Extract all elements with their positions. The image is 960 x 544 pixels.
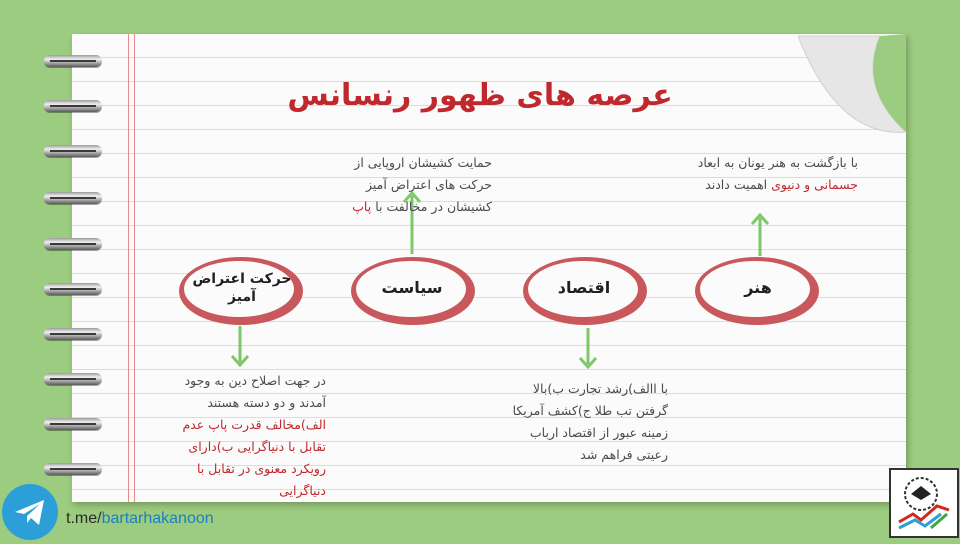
politics-note-line2: حرکت های اعتراض آمیز [366, 177, 492, 192]
binder-ring [44, 328, 102, 340]
economy-node-label: اقتصاد [557, 278, 611, 297]
up-arrow-icon [750, 212, 770, 258]
art-note-line2-rest: اهمیت دادند [705, 177, 772, 192]
economy-note [478, 378, 668, 466]
economy-note-line3: زمینه عبور از اقتصاد ارباب [529, 425, 668, 440]
art-note [652, 152, 858, 196]
page-curl [798, 28, 908, 138]
logo-icon [889, 468, 959, 538]
protest-node-label [186, 270, 298, 306]
telegram-icon[interactable] [2, 484, 58, 540]
binder-ring [44, 192, 102, 204]
telegram-plane-icon [2, 484, 58, 540]
economy-note-line1: با االف)رشد تجارت ب)بالا [532, 381, 668, 396]
binder-ring [44, 463, 102, 475]
politics-note [302, 152, 492, 218]
politics-note-line3 [302, 196, 492, 218]
binder-ring [44, 283, 102, 295]
binder-ring [44, 55, 102, 67]
binder-ring [44, 145, 102, 157]
politics-note-highlight: پاپ [352, 199, 372, 214]
protest-note-line5: رویکرد معنوی در تقابل با [197, 461, 326, 476]
protest-note-line2: آمدند و دو دسته هستند [207, 395, 326, 410]
protest-note-line4: تقابل با دنیاگرایی ب)دارای [188, 439, 326, 454]
protest-node-label-line2: آمیز [228, 289, 256, 305]
art-node-label: هنر [744, 278, 772, 297]
binder-ring [44, 238, 102, 250]
art-note-line2 [652, 174, 858, 196]
telegram-link-handle: bartarhakanoon [101, 510, 214, 527]
economy-note-line2: گرفتن تب طلا ج)کشف آمریکا [512, 403, 668, 418]
margin-line [128, 34, 129, 502]
politics-node-label: سیاست [381, 278, 443, 297]
politics-note-line3-text: کشیشان در مخالفت با [371, 199, 492, 214]
telegram-link-prefix: t.me/ [66, 510, 102, 527]
down-arrow-icon [578, 326, 598, 370]
economy-note-line4: رعیتی فراهم شد [580, 447, 668, 462]
protest-note [132, 370, 326, 502]
telegram-link[interactable] [66, 510, 214, 528]
protest-note-line6: دنیاگرایی [279, 483, 326, 498]
binder-ring [44, 100, 102, 112]
politics-note-line1: حمایت کشیشان اروپایی از [354, 155, 492, 170]
art-note-highlight: جسمانی و دنیوی [771, 177, 858, 192]
protest-node-label-line1: حرکت اعتراض [192, 271, 292, 287]
binder-ring [44, 373, 102, 385]
art-note-line1: با بازگشت به هنر یونان به ابعاد [697, 155, 858, 170]
protest-note-line3: الف)مخالف قدرت پاپ عدم [182, 417, 326, 432]
down-arrow-icon [230, 324, 250, 368]
protest-note-line1: در جهت اصلاح دین به وجود [184, 373, 326, 388]
logo-graphic [891, 470, 957, 536]
binder-ring [44, 418, 102, 430]
page-title: عرصه های ظهور رنسانس [287, 78, 673, 113]
